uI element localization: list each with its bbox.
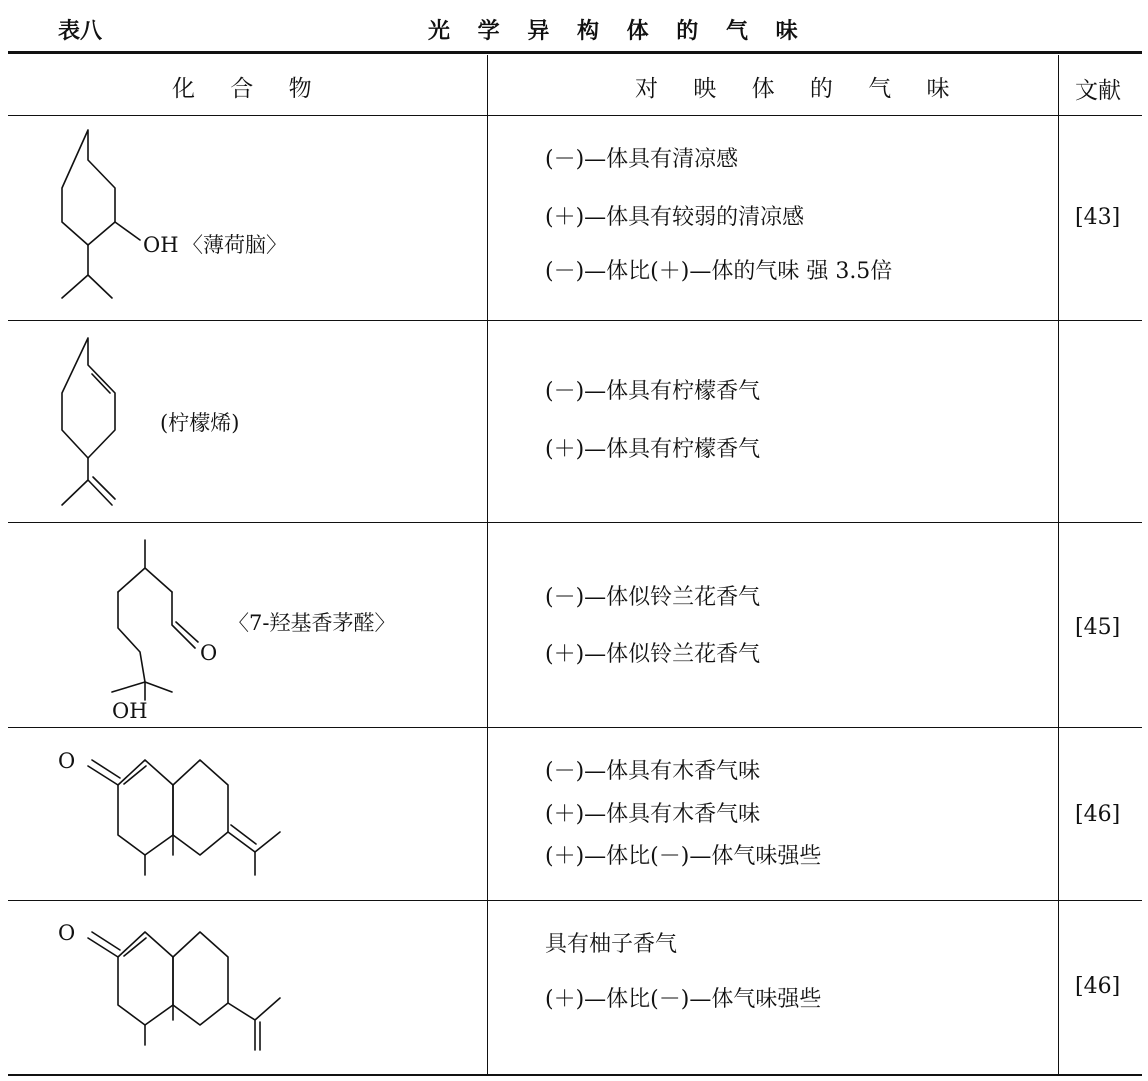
compound-name: (柠檬烯) bbox=[160, 411, 240, 435]
bicyclic-ketone-structure bbox=[58, 749, 280, 875]
odor-line: (＋)—体具有柠檬香气 bbox=[545, 437, 761, 462]
hydroxycitronellal-structure bbox=[112, 540, 395, 723]
atom-label: O bbox=[200, 641, 218, 665]
menthol-structure bbox=[62, 130, 287, 298]
nootkatone-structure bbox=[58, 921, 280, 1050]
odor-line: (＋)—体比(－)—体气味强些 bbox=[545, 844, 822, 869]
odor-line: (－)—体比(＋)—体的气味 强 3.5倍 bbox=[545, 259, 893, 284]
table-label: 表八 bbox=[58, 18, 103, 44]
limonene-structure bbox=[62, 338, 239, 505]
odor-line: (＋)—体比(－)—体气味强些 bbox=[545, 987, 822, 1012]
table-title: 光 学 异 构 体 的 气 味 bbox=[428, 18, 808, 44]
odor-line: (＋)—体具有木香气味 bbox=[545, 802, 761, 827]
reference: [45] bbox=[1075, 615, 1121, 640]
odor-line: (－)—体具有柠檬香气 bbox=[545, 379, 761, 404]
odor-line: 具有柚子香气 bbox=[545, 932, 678, 957]
odor-line: (＋)—体似铃兰花香气 bbox=[545, 642, 761, 667]
reference: [43] bbox=[1075, 205, 1121, 230]
reference: [46] bbox=[1075, 974, 1121, 999]
atom-label: O bbox=[58, 921, 76, 945]
header-compound: 化 合 物 bbox=[172, 76, 326, 102]
header-odor: 对 映 体 的 气 味 bbox=[635, 76, 964, 102]
structures-canvas bbox=[0, 0, 487, 1081]
header-ref: 文献 bbox=[1075, 78, 1121, 104]
atom-label: OH bbox=[143, 233, 179, 257]
atom-label: O bbox=[58, 749, 76, 773]
reference: [46] bbox=[1075, 802, 1121, 827]
atom-label: OH bbox=[112, 699, 148, 723]
column-divider bbox=[1058, 55, 1059, 1075]
column-divider bbox=[487, 55, 488, 1075]
odor-line: (＋)—体具有较弱的清凉感 bbox=[545, 205, 805, 230]
odor-line: (－)—体似铃兰花香气 bbox=[545, 585, 761, 610]
odor-line: (－)—体具有清凉感 bbox=[545, 147, 739, 172]
compound-name: 〈7-羟基香茅醛〉 bbox=[228, 611, 396, 635]
odor-line: (－)—体具有木香气味 bbox=[545, 759, 761, 784]
compound-name: 〈薄荷脑〉 bbox=[182, 233, 287, 257]
